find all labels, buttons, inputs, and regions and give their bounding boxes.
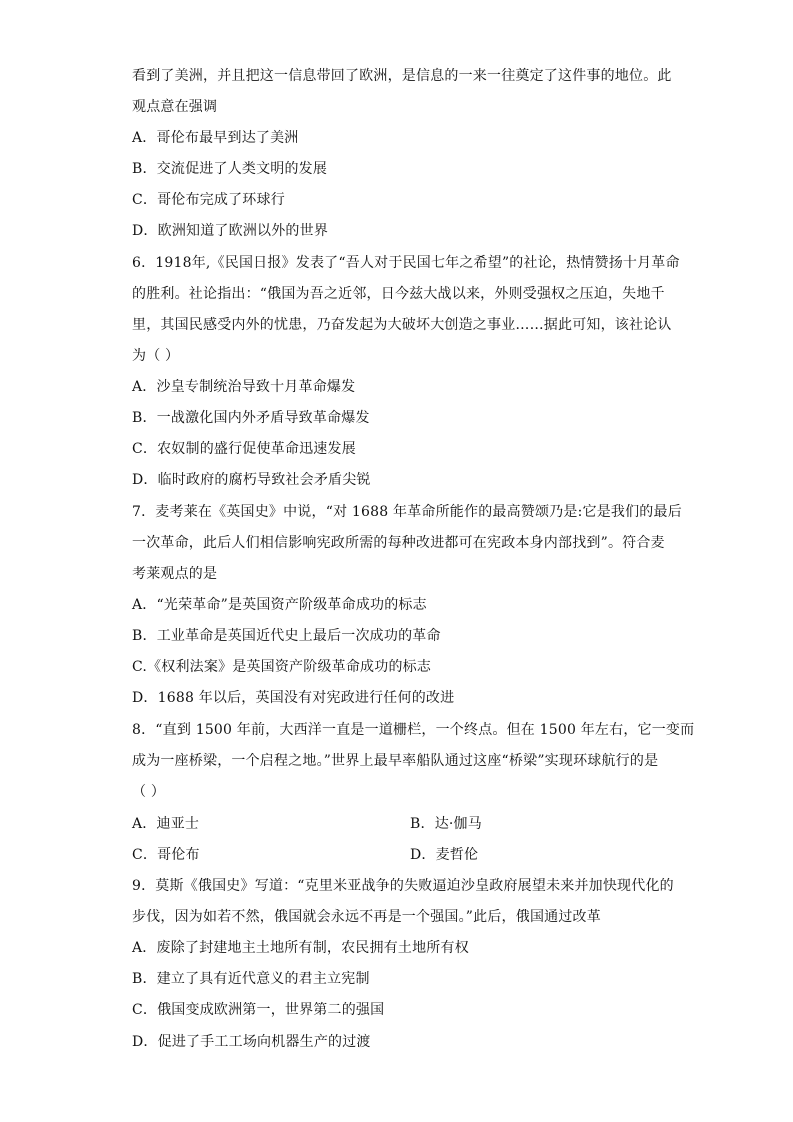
question-6-option-d: D．临时政府的腐朽导致社会矛盾尖锐 — [132, 472, 371, 488]
question-5-option-a: A．哥伦布最早到达了美洲 — [132, 130, 299, 146]
question-6-option-c: C．农奴制的盛行促使革命迅速发展 — [132, 441, 356, 457]
question-7-option-c: C.《权利法案》是英国资产阶级革命成功的标志 — [132, 659, 432, 675]
question-8-option-b: B．达·伽马 — [410, 816, 482, 832]
question-9-option-b: B．建立了具有近代意义的君主立宪制 — [132, 971, 370, 987]
question-7-stem-line-3: 考莱观点的是 — [132, 566, 218, 582]
question-8-stem-line-2: 成为一座桥梁，一个启程之地。”世界上最早率船队通过这座“桥梁”实现环球航行的是 — [132, 753, 659, 769]
question-5-option-c: C．哥伦布完成了环球行 — [132, 192, 285, 208]
question-6-option-b: B．一战激化国内外矛盾导致革命爆发 — [132, 410, 370, 426]
question-5-stem-line-2: 观点意在强调 — [132, 99, 218, 115]
question-5-option-b: B．交流促进了人类文明的发展 — [132, 161, 328, 177]
question-7-stem-line-2: 一次革命，此后人们相信影响宪政所需的每种改进都可在宪政本身内部找到”。符合麦 — [132, 535, 665, 551]
question-8-option-d: D．麦哲伦 — [410, 847, 479, 863]
question-6-option-a: A．沙皇专制统治导致十月革命爆发 — [132, 379, 356, 395]
question-6-stem-line-4: 为（ ） — [132, 348, 180, 364]
question-9-stem-line-1: 9．莫斯《俄国史》写道：“克里米亚战争的失败逼迫沙皇政府展望未来并加快现代化的 — [132, 878, 674, 894]
question-8-option-c: C．哥伦布 — [132, 847, 200, 863]
question-5-stem-line-1: 看到了美洲，并且把这一信息带回了欧洲，是信息的一来一往奠定了这件事的地位。此 — [132, 68, 672, 84]
question-8-stem-line-3: （ ） — [132, 784, 166, 800]
question-8-stem-line-1: 8．“直到 1500 年前，大西洋一直是一道栅栏，一个终点。但在 1500 年左右，它一变而 — [132, 722, 695, 738]
question-7-option-d: D．1688 年以后，英国没有对宪政进行任何的改进 — [132, 690, 455, 706]
question-9-stem-line-2: 步伐，因为如若不然，俄国就会永远不再是一个强国。”此后，俄国通过改革 — [132, 909, 601, 925]
question-7-option-b: B．工业革命是英国近代史上最后一次成功的革命 — [132, 628, 441, 644]
question-7-option-a: A．“光荣革命”是英国资产阶级革命成功的标志 — [132, 597, 427, 613]
question-9-option-d: D．促进了手工工场向机器生产的过渡 — [132, 1034, 371, 1050]
question-9-option-c: C．俄国变成欧洲第一，世界第二的强国 — [132, 1002, 385, 1018]
question-6-stem-line-3: 里，其国民感受内外的忧患，乃奋发起为大破坏大创造之事业……据此可知，该社论认 — [132, 317, 672, 333]
question-8-option-a: A．迪亚士 — [132, 816, 200, 832]
question-6-stem-line-1: 6．1918年,《民国日报》发表了“吾人对于民国七年之希望”的社论，热情赞扬十月革命 — [132, 255, 680, 271]
question-9-option-a: A．废除了封建地主土地所有制，农民拥有土地所有权 — [132, 940, 469, 956]
question-5-option-d: D．欧洲知道了欧洲以外的世界 — [132, 223, 329, 239]
question-6-stem-line-2: 的胜利。社论指出：“俄国为吾之近邻，日今兹大战以来，外则受强权之压迫，失地千 — [132, 286, 665, 302]
question-7-stem-line-1: 7．麦考莱在《英国史》中说，“对 1688 年革命所能作的最高赞颂乃是:它是我们的最后 — [132, 504, 682, 520]
